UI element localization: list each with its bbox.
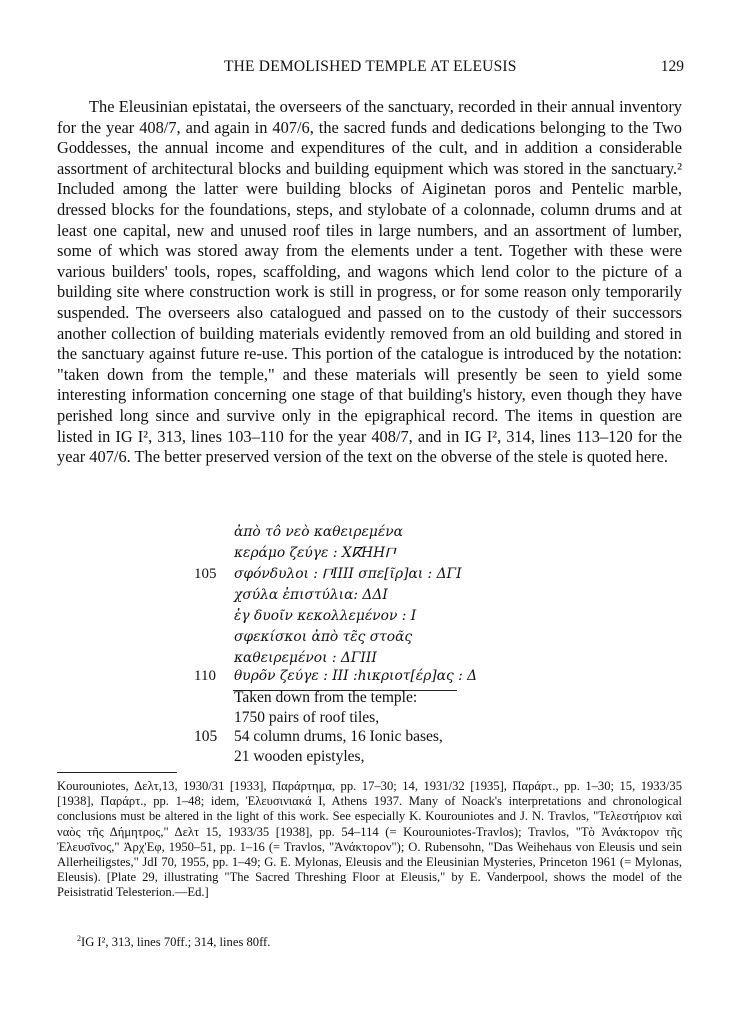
inscription-line — [194, 585, 694, 606]
english-translation — [194, 688, 694, 766]
inscription-line — [194, 606, 694, 627]
translation-text: 1750 pairs of roof tiles, — [234, 708, 380, 726]
running-title: THE DEMOLISHED TEMPLE AT ELEUSIS — [224, 58, 517, 75]
translation-line — [194, 747, 694, 767]
body-paragraph: The Eleusinian epistatai, the overseers of the sanctuary, recorded in their annual inventory for the year 408/7, and again in 407/6, the sacred funds and dedications belonging to the Two Goddesses, the annual income and expenditures of the cult, and in addition a considerable assortment of architectural blocks and building equipment which was stored in the sanctuary.² Included among the latter were building blocks of Aiginetan poros and Pentelic marble, dressed blocks for the foundations, steps, and stylobate of a colonnade, column drums and at least one capital, new and unused roof tiles in large numbers, and an assortment of lumber, some of which was stored away from the elements under a tent. Together with these were various builders' tools, ropes, scaffolding, and wagons which lend color to the picture of a building site where construction work is still in progress, or for some reason only temporarily suspended. The overseers also catalogued and passed on to the custody of their successors another collection of building materials evidently removed from an old building and stored in the sanctuary against future re-use. This portion of the catalogue is introduced by the notation: "taken down from the temple," and these materials will presently be seen to yield some interesting information concerning one stage of that building's history, even though they have perished long since and survive only in the epigraphical record. The items in question are listed in IG I², 313, lines 103–110 for the year 408/7, and in IG I², 314, lines 113–120 for the year 407/6. The better preserved version of the text on the obverse of the stele is quoted here. — [57, 97, 682, 467]
inscription-text: σφόνδυλοι : 𐅃IIII σπε[ῖρ]αι : ΔΓΙ — [234, 566, 462, 582]
translation-line — [194, 727, 694, 747]
inscription-line — [194, 543, 694, 564]
page-number: 129 — [660, 58, 684, 75]
inscription-text: ἐγ δυοῖν κεκολλεμένον : Ι — [234, 608, 417, 624]
inscription-text: κεράμο ζεύγε : ΧⴽΗΗ𐅃 — [234, 545, 395, 561]
inscription-text: ἀπὸ τô νεὸ καθειρεμένα — [234, 524, 403, 540]
translation-text: 54 column drums, 16 Ionic bases, — [234, 728, 443, 745]
inscription-text: καθειρεμένοι : ΔΓΙΙΙ — [234, 650, 377, 666]
inscription-line-110 — [194, 666, 694, 687]
inscription-text: θυρõν ζεύγε : ΙΙΙ :hικριοτ[έρ]ας : Δ — [234, 668, 478, 684]
greek-inscription — [194, 522, 694, 669]
footnote-divider — [57, 772, 177, 773]
inscription-line — [194, 564, 694, 585]
footnote-marker: 2 — [77, 934, 81, 943]
footnote-2-text: IG I², 313, lines 70ff.; 314, lines 80ff. — [81, 935, 271, 950]
translation-line — [194, 688, 694, 708]
line-number: 105 — [194, 728, 218, 745]
translation-text: 21 wooden epistyles, — [234, 747, 365, 765]
page-header — [0, 58, 738, 82]
inscription-text: σφεκίσκοι ἀπὸ τε̃ς στοᾶς — [234, 629, 413, 645]
footnote-continuation: Kourouniotes, Δελτ,13, 1930/31 [1933], Παράρτημα, pp. 17–30; 14, 1931/32 [1935], Παράρτ., pp. 1–30; 15, 1933/35 [1938], Παράρτ., pp. 1–48; idem, Ἐλευσινιακά I, Athens 1937. Many of Noack's interpretations and chronological conclusions must be altered in the light of this work. See especially K. Kourouniotes and J. N. Travlos, "Τελεστήριον καὶ ναὸς τῆς Δήμητρος," Δελτ 15, 1933/35 [1938], pp. 54–114 (= Kourouniotes-Travlos); Travlos, "Τὸ Ἀνάκτορον τῆς Ἐλευσῖνος," Ἀρχ'Εφ, 1950–51, pp. 1–16 (= Travlos, "Ἀνάκτορον"); O. Rubensohn, "Das Weihehaus von Eleusis und sein Allerheiligstes," JdI 70, 1955, pp. 1–49; G. E. Mylonas, Eleusis and the Eleusinian Mysteries, Princeton 1961 (= Mylonas, Eleusis). [Plate 29, illustrating "The Sacred Threshing Floor at Eleusis," by E. Vanderpool, shows the model of the Peisistratid Telesterion.—Ed.] — [57, 779, 682, 900]
footnote-2 — [77, 931, 677, 950]
line-number: 110 — [194, 668, 216, 684]
translation-text: Taken down from the temple: — [234, 689, 418, 706]
inscription-line — [194, 627, 694, 648]
inscription-text: χσύλα ἐπιστύλια: ΔΔΙ — [234, 587, 388, 603]
line-number: 105 — [194, 566, 217, 582]
translation-line — [194, 708, 694, 728]
inscription-line — [194, 522, 694, 543]
